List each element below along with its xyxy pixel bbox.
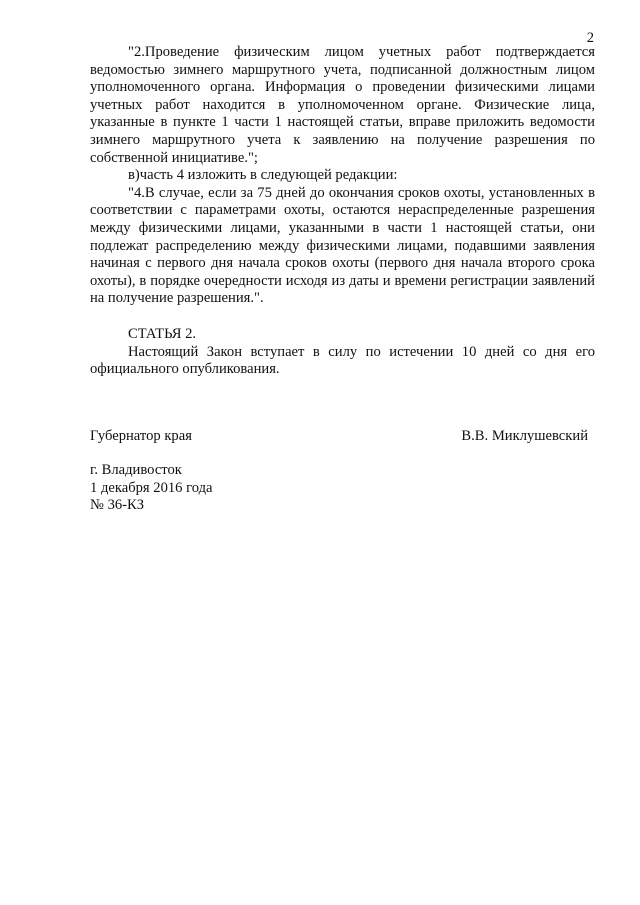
document-body <box>90 44 595 379</box>
footer-number: № 36-КЗ <box>90 497 145 514</box>
article-text: Настоящий Закон вступает в силу по истечении 10 дней со дня его официального опубликования. <box>90 343 595 378</box>
footer-city: г. Владивосток <box>90 462 182 478</box>
paragraph-subpoint-v: в)часть 4 изложить в следующей редакции: <box>128 167 398 184</box>
footer-date: 1 декабря 2016 года <box>90 479 213 496</box>
paragraph-item-4: "4.В случае, если за 75 дней до окончания сроков охоты, установленных в соответствии с параметрами охоты, остаются нераспределенные разрешения между физическими лицами, указанными в части 1 настоящей статьи, они подлежат распределению между физическими лицами, подавшими заявления начиная с первого дня начала сроков охоты (первого дня начала второго срока охоты), в порядке очередности исходя из даты и времени регистрации заявлений на получение разрешения.". <box>90 184 595 307</box>
paragraph-item-2: "2.Проведение физическим лицом учетных работ подтверждается ведомостью зимнего маршрутного учета, подписанной должностным лицом уполномоченного органа. Информация о проведении физическими лицами учетных работ находится в уполномоченном органе. Физические лица, указанные в пункте 1 части 1 настоящей статьи, вправе приложить ведомости зимнего маршрутного учета к заявлению на получение разрешения по собственной инициативе."; <box>90 44 595 166</box>
spacer <box>90 308 595 326</box>
signatory-title: Губернатор края <box>90 428 192 444</box>
article-heading: СТАТЬЯ 2. <box>128 325 197 342</box>
page-number: 2 <box>586 30 594 46</box>
signatory-name: В.В. Миклушевский <box>461 428 588 444</box>
signature-block <box>90 428 588 446</box>
document-footer <box>90 462 213 515</box>
